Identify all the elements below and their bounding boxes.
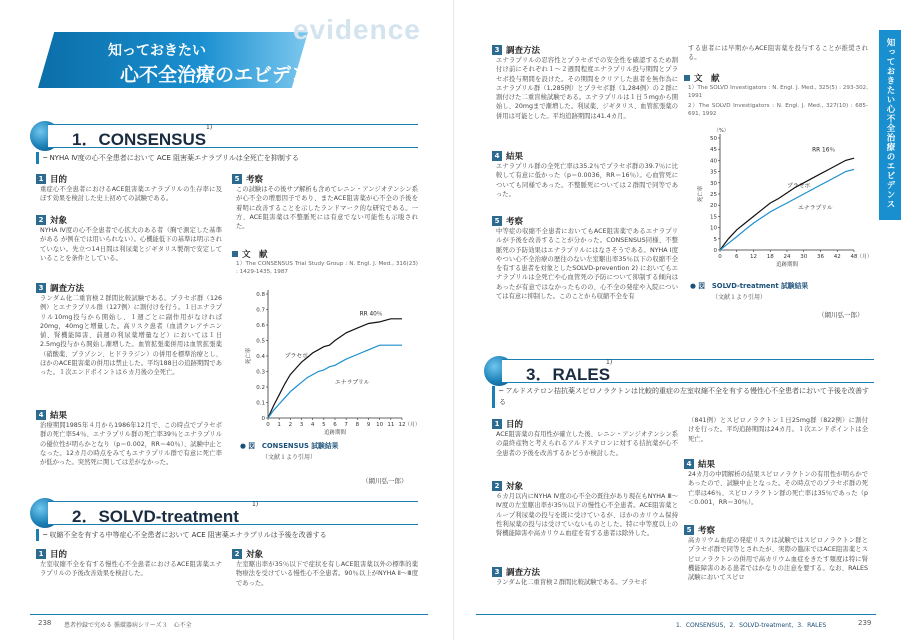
solvd-s1-text: 左室収縮不全を有する慢性心不全患者におけるACE阻害薬エナラプリルの予後改善効果を検討した。: [40, 561, 222, 578]
solvd-ref2: 2）The SOLVD Investigators : N. Engl. J. Med., 327(10) : 685-691, 1992: [688, 103, 868, 117]
page-number-right: 239: [858, 619, 872, 627]
x-tick-label: 6: [735, 254, 739, 260]
solvd-subtitle: ─ 収縮不全を有する中等症心不全患者において ACE 阻害薬エナラプリルは予後を改善する: [36, 529, 418, 541]
rales-s2-head: 2 対象: [492, 480, 523, 492]
y-tick-label: 10: [710, 225, 717, 232]
x-tick-label: 1: [277, 422, 281, 428]
y-axis-label: 死亡率: [246, 347, 252, 365]
ref-square-icon: [232, 251, 238, 257]
consensus-subtitle: ─ NYHA Ⅳ度の心不全患者において ACE 阻害薬エナラプリルは全死亡を抑制する: [36, 152, 418, 164]
rales-c2-text: （841例）とスピロノラクトン１日25mg群（822例）に割付けを行った。平均追跡期間は24カ月。１次エンドポイントは全死亡。: [688, 417, 868, 443]
series-label-0: プラセボ: [787, 183, 811, 190]
x-tick-label: 18: [766, 254, 774, 260]
sec-num-1: 1: [36, 174, 46, 184]
consensus-s5-head: 5 考察: [232, 173, 263, 185]
rales-s5-text: 高カリウム血症の発症リスクは試験ではスピロノラクトン群とプラセボ群で同等とされたが、実際の臨床ではACE阻害薬とスピロノラクトンの併用で高カリウム血症をきたす頻度は特に腎機能障害のある患者ではかなりの注意を要する。なお、RALES試験においてスピロ: [688, 537, 868, 582]
solvd-r3-text: エナラプリルの忍容性とプラセボでの安全性を確認するため割付け前にそれぞれ１〜２週間程度エナラプリル投与期間とプラセボ投与期間を設けた。その期間をクリアした患者を無作為にエナラプリル群（1,285例）とプラセボ群（1,284例）の２群に割付けた二重盲検試験である。エナラプリルは１日５mgから開始し、20mgまで漸増した。利尿薬、ジギタリス、血管拡張薬の併用は可能とした。平均追跡期間は41.4カ月。: [496, 57, 678, 120]
sec-num-5: 5: [492, 216, 502, 226]
rales-s1-head: 1 目的: [492, 418, 523, 430]
y-tick-label: 0.6: [256, 323, 265, 329]
x-tick-label: 11: [387, 422, 395, 428]
y-tick-label: 40: [710, 158, 717, 165]
solvd-s2-head: 2 対象: [232, 548, 263, 560]
series-line-0: [720, 158, 854, 250]
solvd-r5-text: 中等症の収縮不全患者においてもACE阻害薬であるエナラプリルが予後を改善することが分かった。CONSENSUS同様、不整脈死の予防効果はエナラプリルにはなさそうである。NYHA Ⅰ度やつい心不全治療の歴往のない左室駆出率35％以下の収縮不全を有する患者を対象としたSOLVD-prevention 2) においてもエナラプリルは全死亡や心血管死の予防について抑制する傾向はあったが有意ではなかったものの、心不全の発症や入院については有意に抑制した。このことから収縮不全を有: [496, 228, 678, 301]
side-tab-label: 知っておきたい心不全治療のエビデンス: [885, 38, 895, 209]
series-label-0: プラセボ: [284, 353, 308, 360]
x-tick-label: 0: [266, 422, 270, 428]
x-tick-label: 2: [288, 422, 293, 428]
page-title: 心不全治療のエビデンス: [120, 64, 329, 86]
y-tick-label: 0.3: [256, 369, 265, 376]
rales-s4-head: 4 結果: [684, 458, 715, 470]
rales-ref-mark: 1): [606, 359, 613, 366]
x-tick-label: 0: [718, 254, 722, 260]
sec-num-3: 3: [36, 283, 46, 293]
header-banner: [38, 14, 448, 92]
y-tick-label: 5: [713, 236, 717, 243]
y-tick-label: 0: [261, 416, 265, 422]
solvd-ref-mark: 1): [252, 501, 259, 508]
consensus-s4-text: 治療期間1985年４月から1986年12月で、この時点でプラセボ群の死亡率54％、エナラプリル群の死亡率39％とエナラプリルの優位性が明らかとなり（p＝0.002，RR＝40％）、試験中止となった。12カ月の時点をみてもエナラプリル群で有意に死亡率が低かった。突然死に関しては差がなかった。: [40, 422, 222, 467]
y-tick-label: 0.4: [256, 354, 265, 360]
footer-bar-right: [476, 614, 876, 615]
consensus-title: 1．CONSENSUS: [72, 130, 207, 149]
x-tick-label: 24: [783, 254, 791, 260]
annotation-label: RR 16％: [812, 147, 836, 154]
consensus-fig-caption: ● 図 CONSENSUS 試験結果: [240, 442, 339, 450]
right-page: [453, 0, 906, 640]
sec-num-2: 2: [36, 215, 46, 225]
solvd-s1-head: 1 目的: [36, 548, 67, 560]
x-tick-label: 3: [299, 422, 304, 428]
sec-num-4: 4: [36, 410, 46, 420]
sec-num-3: 3: [492, 45, 502, 55]
solvd-s2-text: 左室駆出率が35％以下で症状を有しACE阻害薬以外の標準的薬物療法を受けている慢性心不全患者。90％以上がNYHA Ⅱ〜Ⅲ度であった。: [236, 561, 418, 587]
x-unit-label: （月）: [405, 422, 421, 428]
y-tick-label: 0.1: [256, 400, 265, 407]
consensus-author: （網川弘一郎）: [362, 477, 408, 485]
sec-num-1: 1: [36, 549, 46, 559]
series-line-1: [720, 169, 854, 250]
solvd-chart: [690, 124, 872, 274]
consensus-s5-text: この試験はその後サブ解析も含めてレニン・アンジオテンシン系が心不全の増悪因子であり、またACE阻害薬が心不全の予後を着明に改善することを示したランドマーク的な研究である。一方、ACE阻害薬は不整脈死には有意でない可能性も示唆された。: [236, 186, 418, 231]
consensus-s3-head: 3 調査方法: [36, 282, 84, 294]
side-tab: [879, 30, 901, 220]
x-axis-label: 追跡期間: [323, 430, 347, 436]
consensus-fig-source: （文献１より引用）: [262, 454, 317, 461]
solvd-fig-source: （文献１より引用）: [712, 294, 767, 301]
header-watermark: evidence: [293, 14, 421, 45]
consensus-s4-head: 4 結果: [36, 409, 67, 421]
solvd-r3-head: 3 調査方法: [492, 44, 540, 56]
y-tick-label: 30: [710, 180, 717, 187]
solvd-fig-caption: ● 図 SOLVD-treatment 試験結果: [690, 282, 809, 290]
consensus-s2-text: NYHA Ⅳ度の心不全患者で心拡大のある者（胸で測定した基準がある が例在では用いられない）。心機能低下の基準は明示されていない。先立つ14日間は利尿薬とジギタリス製剤で安定していることを条件としている。: [40, 227, 222, 262]
footer-bar-left: [30, 614, 428, 615]
x-tick-label: 9: [366, 422, 371, 428]
series-line-0: [268, 319, 402, 418]
sec-num-5: 5: [232, 174, 242, 184]
sec-num-4: 4: [684, 459, 694, 469]
ref-square-icon: [684, 75, 690, 81]
series-label-1: エナラプリル: [798, 205, 833, 212]
x-tick-label: 36: [817, 254, 824, 260]
sec-num-2: 2: [232, 549, 242, 559]
x-tick-label: 6: [333, 422, 337, 428]
y-tick-label: 0: [713, 248, 717, 254]
x-tick-label: 30: [800, 254, 808, 260]
rales-s1-text: ACE阻害薬の有用性が確立した後、レニン・アンジオテンシン系の最終産物と考えられるアルドステロンに対する拮抗薬が心不全患者の予後を改善するかどうか検討した。: [496, 431, 678, 457]
x-tick-label: 10: [376, 422, 384, 428]
y-axis-label: 死亡率: [698, 185, 704, 203]
consensus-ref-head: 文 献: [232, 248, 268, 260]
x-tick-label: 12: [398, 422, 406, 428]
annotation-label: RR 40％: [359, 311, 383, 318]
solvd-ref1: 1）The SOLVD Investigators : N. Engl. J. Med., 325(5) : 293-302, 1991: [688, 85, 868, 99]
x-unit-label: （月）: [857, 254, 873, 260]
solvd-r5-head: 5 考察: [492, 215, 523, 227]
x-tick-label: 8: [355, 422, 360, 428]
solvd-r4-text: エナラプリル群の全死亡率は35.2％でプラセボ群の39.7％に比較して有意に低かった（p＝0.0036，RR＝16％）。心血管死についても同様であった。不整脈死については２群間で同等であった。: [496, 163, 678, 198]
y-tick-label: 15: [710, 214, 717, 221]
y-tick-label: 35: [710, 169, 717, 176]
series-label-1: エナラプリル: [335, 379, 370, 386]
consensus-ref-mark: 1): [206, 124, 213, 131]
x-tick-label: 48: [850, 254, 858, 260]
y-tick-label: 0.7: [256, 307, 265, 314]
rales-subtitle: ─ アルドステロン拮抗薬スピロノラクトンは比較的重症の左室収縮不全を有する慢性心不全患者において予後を改善する: [492, 386, 874, 408]
consensus-s1-text: 重症心不全患者におけるACE阻害薬エナラプリルの生存率に及ぼす効果を検討した史上初めての試験である。: [40, 186, 222, 203]
y-tick-label: 0.2: [256, 385, 265, 391]
solvd-author: （網川弘一郎）: [818, 311, 864, 319]
y-tick-label: 20: [710, 203, 717, 210]
x-tick-label: 7: [344, 422, 348, 428]
sec-num-5: 5: [684, 525, 694, 535]
y-tick-label: 45: [710, 147, 717, 154]
solvd-title: 2．SOLVD-treatment: [72, 507, 239, 526]
consensus-s3-text: ランダム化二重盲検２群間比較試験である。プラセボ群（126例）とエナラプリル群（127例）に割付けを行う。１日エナラプリル10mg投与から開始し、１週ごとに副作用がなければ20mg，40mgと増量した。高リスク患者（血清クレアチニン値、腎機能障害、前週の利尿薬増量など）においては１日2.5mg投与から開始し漸増した。血管拡張薬併用は血管拡張薬（硝酸薬、プラゾシン、ヒドララジン）の併用を標準治療とし、ほかのACE阻害薬の併用は禁止した。平均188日の追跡期間であった。１次エンドポイントは６カ月後の全死亡。: [40, 295, 223, 377]
x-tick-label: 4: [310, 422, 315, 428]
x-tick-label: 12: [750, 254, 757, 260]
y-tick-label: 25: [710, 192, 717, 198]
sec-num-1: 1: [492, 419, 502, 429]
consensus-s1-head: 1 目的: [36, 173, 67, 185]
x-tick-label: 42: [833, 254, 841, 260]
solvd-ref-head: 文 献: [684, 72, 720, 84]
header-kicker: 知っておきたい: [108, 43, 206, 59]
sec-num-4: 4: [492, 151, 502, 161]
solvd-r4-head: 4 結果: [492, 150, 523, 162]
footer-series: 患者抄録で究める 循環器病シリーズ３ 心不全: [64, 622, 192, 629]
consensus-ref-text: 1）The CONSENSUS Trial Study Group : N. Engl. J. Med., 316(23) : 1429-1435, 1987: [236, 261, 418, 275]
y-tick-label: 50: [710, 136, 717, 142]
consensus-chart: [238, 284, 421, 444]
rales-title: 3．RALES: [526, 365, 611, 384]
sec-num-2: 2: [492, 481, 502, 491]
y-tick-label: 0.8: [256, 292, 265, 298]
solvd-r5-cont: する患者には早期からACE阻害薬を投与することが推奨される。: [688, 45, 868, 62]
sec-num-3: 3: [492, 567, 502, 577]
rales-s4-text: 24カ月の中間解析の結果スピロノラクトンの有用性が明らかであったので、試験中止となった。その時点でのプラセボ群の死亡率は46％、スピロノラクトン群の死亡率は35％であった（p＜0.001，RR＝30％）。: [688, 471, 868, 506]
x-tick-label: 5: [322, 422, 326, 428]
rales-s3-text: ランダム化二重盲検２群間比較試験である。プラセボ: [496, 579, 647, 586]
page-number-left: 238: [38, 619, 52, 627]
rales-s3-head: 3 調査方法: [492, 566, 540, 578]
consensus-s2-head: 2 対象: [36, 214, 67, 226]
y-unit-label: （%）: [714, 128, 729, 134]
footer-section-label: 1．CONSENSUS，2．SOLVD-treatment，3．RALES: [676, 622, 827, 629]
y-tick-label: 0.5: [256, 338, 265, 345]
rales-s2-text: ６カ月以内にNYHA Ⅳ度の心不全の既往があり現在もNYHA Ⅲ〜Ⅳ度の左室駆出率が35％以下の慢性心不全患者。ACE阻害薬とループ利尿薬の投与を既に受けているが、ほかのカリウム保持性利尿薬の投与は受けていないものとした。特に中等度以上の腎機能障害や高カリウム血症を有する患者は除外した。: [496, 493, 678, 538]
x-axis-label: 追跡期間: [775, 262, 799, 268]
rales-s5-head: 5 考察: [684, 524, 715, 536]
